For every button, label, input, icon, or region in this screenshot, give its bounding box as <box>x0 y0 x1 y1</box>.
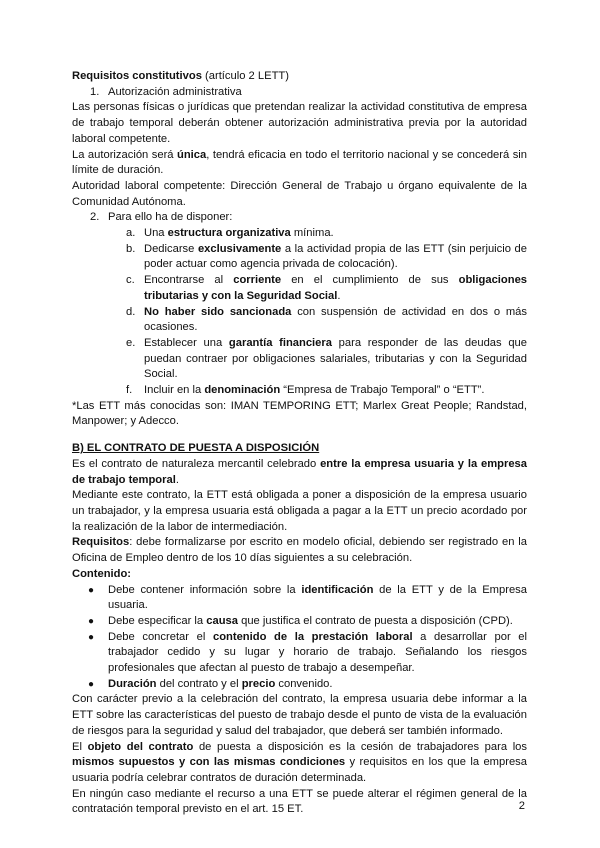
contenido-heading: Contenido: <box>72 567 132 580</box>
requisitos-heading <box>72 69 527 85</box>
paragraph: Requisitos: debe formalizarse por escrito en modelo oficial, debiendo ser registrado en la Oficina de Empleo dentro de los 10 días siguientes a su celebración. <box>72 536 527 565</box>
list-item: f. Incluir en la denominación “Empresa de Trabajo Temporal” o “ETT”. <box>126 384 485 397</box>
list-item: b. Dedicarse exclusivamente a la actividad propia de las ETT (sin perjuicio de poder actuar como agencia privada de colocación). <box>126 242 527 271</box>
list-item <box>72 210 527 226</box>
list-item <box>72 85 527 101</box>
lettered-list <box>72 226 527 399</box>
list-item: a. Una estructura organizativa mínima. <box>126 227 334 240</box>
paragraph: Autoridad laboral competente: Dirección General de Trabajo u órgano equivalente de la Comunidad Autónoma. <box>72 179 527 208</box>
page-number: 2 <box>518 800 525 812</box>
list-item: e. Establecer una garantía financiera para responder de las deudas que puedan contraer por obligaciones salariales, tributarias y con la Seguridad Social. <box>126 336 527 381</box>
paragraph: Es el contrato de naturaleza mercantil celebrado entre la empresa usuaria y la empresa de trabajo temporal. <box>72 457 527 486</box>
paragraph: Las personas físicas o jurídicas que pretendan realizar la actividad constitutiva de empresa de trabajo temporal deberán obtener autorización administrativa previa por la autoridad laboral competente. <box>72 101 527 145</box>
numbered-list-2 <box>72 210 527 226</box>
bullet-list <box>72 583 527 693</box>
list-item: ● Debe concretar el contenido de la prestación laboral a desarrollar por el trabajador cedido y su lugar y horario de trabajo. Señalando los riesgos profesionales que afectan al puesto de trabajo a desempeñar. <box>88 630 528 675</box>
list-item: d. No haber sido sancionada con suspensión de actividad en dos o más ocasiones. <box>126 305 527 334</box>
paragraph: Mediante este contrato, la ETT está obligada a poner a disposición de la empresa usuario un trabajador, y la empresa usuaria está obligada a pagar a la ETT un precio acordado por la realización de la labor de intermediación. <box>72 489 527 533</box>
list-item: ● Duración del contrato y el precio convenido. <box>72 677 527 693</box>
section-title: B) EL CONTRATO DE PUESTA A DISPOSICIÓN <box>72 442 320 455</box>
paragraph: La autorización será única, tendrá eficacia en todo el territorio nacional y se concederá sin límite de duración. <box>72 148 527 177</box>
list-item: ● Debe contener información sobre la identificación de la ETT y de la Empresa usuaria. <box>88 583 527 612</box>
list-number: 2. <box>90 211 100 224</box>
bullet-icon: ● <box>88 678 95 690</box>
bullet-icon: ● <box>88 584 95 596</box>
heading-rest: (artículo 2 LETT) <box>201 70 289 82</box>
list-text: Para ello ha de disponer: <box>108 211 233 224</box>
list-text: Autorización administrativa <box>108 85 242 98</box>
document-page <box>72 69 527 818</box>
paragraph: Con carácter previo a la celebración del contrato, la empresa usuaria debe informar a la ETT sobre las características del puesto de trabajo desde el punto de vista de la evaluación de riesgos para la seguridad y salud del trabajador, que deberá ser también informado. <box>72 693 527 737</box>
list-item: ● Debe especificar la causa que justifica el contrato de puesta a disposición (CPD). <box>72 614 527 630</box>
paragraph: En ningún caso mediante el recurso a una ETT se puede alterar el régimen general de la contratación temporal previsto en el art. 15 ET. <box>72 787 527 816</box>
bullet-icon: ● <box>88 615 95 627</box>
list-item: c. Encontrarse al corriente en el cumplimiento de sus obligaciones tributarias y con la Seguridad Social. <box>126 274 528 302</box>
footnote: *Las ETT más conocidas son: IMAN TEMPORING ETT; Marlex Great People; Randstad, Manpower; y Adecco. <box>72 399 527 428</box>
numbered-list-1 <box>72 85 527 101</box>
list-number: 1. <box>90 85 100 98</box>
bullet-icon: ● <box>88 631 95 643</box>
paragraph: El objeto del contrato de puesta a disposición es la cesión de trabajadores para los mismos supuestos y con las mismas condiciones y requisitos en los que la empresa usuaria podría celebrar contratos de duración determinada. <box>72 740 527 784</box>
heading-bold: Requisitos constitutivos <box>72 70 202 82</box>
